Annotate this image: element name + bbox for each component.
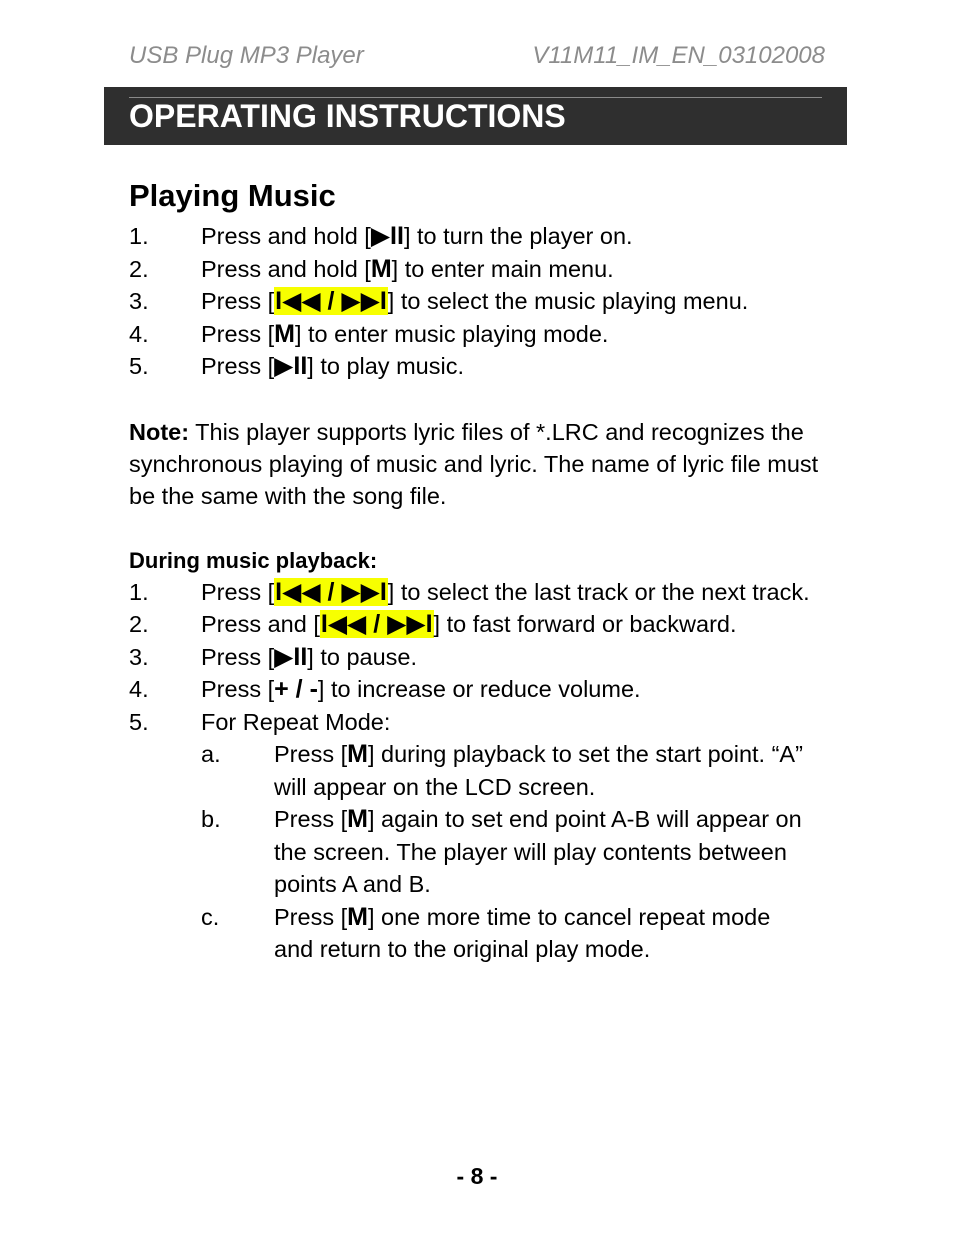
note-paragraph — [129, 416, 829, 512]
repeat-step-c — [129, 901, 829, 934]
menu-key-icon: M — [274, 319, 295, 348]
step-letter: a. — [201, 741, 221, 767]
playback-step-3 — [129, 641, 829, 674]
play-pause-key-icon: ▶II — [274, 352, 308, 380]
repeat-step-b-cont — [129, 836, 829, 869]
step-number: 1. — [129, 578, 149, 605]
step-text: Press [M] during playback to set the start point. “A” — [274, 740, 803, 768]
step-text: Press [+ / -] to increase or reduce volume. — [201, 675, 641, 703]
note-text: This player supports lyric files of *.LRC and recognizes the synchronous playing of music and lyric. The name of lyric file must be the same with the song file. — [129, 418, 819, 509]
page-content — [129, 174, 829, 966]
step-1 — [129, 220, 829, 253]
header-document-code: V11M11_IM_EN_03102008 — [532, 42, 825, 69]
step-text: Press [M] one more time to cancel repeat mode — [274, 902, 771, 931]
playback-heading: During music playback: — [129, 547, 378, 573]
step-number: 5. — [129, 708, 149, 735]
step-text: Press [I◀◀ / ▶▶I] to select the last track or the next track. — [201, 577, 810, 606]
step-number: 2. — [129, 611, 149, 637]
step-letter: b. — [201, 806, 221, 832]
step-text: the screen. The player will play contents between — [274, 838, 787, 865]
step-text: Press and hold [M] to enter main menu. — [201, 254, 614, 283]
step-5 — [129, 350, 829, 383]
step-text: will appear on the LCD screen. — [274, 773, 596, 800]
step-text: and return to the original play mode. — [274, 936, 651, 962]
playback-step-1 — [129, 576, 829, 609]
step-text: Press and hold [▶II] to turn the player on. — [201, 222, 633, 250]
volume-key-icon: + / - — [274, 675, 318, 703]
play-pause-key-icon: ▶II — [370, 222, 404, 250]
playback-step-5 — [129, 706, 829, 739]
section-title: Playing Music — [129, 178, 336, 213]
playback-step-2 — [129, 608, 829, 641]
menu-key-icon: M — [347, 805, 368, 833]
step-number: 4. — [129, 676, 149, 702]
repeat-step-b — [129, 803, 829, 836]
menu-key-icon: M — [347, 740, 368, 768]
step-3 — [129, 285, 829, 318]
step-text: Press [▶II] to play music. — [201, 352, 464, 380]
step-text: points A and B. — [274, 871, 431, 897]
step-number: 3. — [129, 288, 149, 314]
step-letter: c. — [201, 903, 220, 930]
playback-step-4 — [129, 673, 829, 706]
repeat-step-b-cont2 — [129, 868, 829, 901]
page-number: - 8 - — [456, 1163, 498, 1189]
step-4 — [129, 318, 829, 351]
repeat-step-c-cont — [129, 933, 829, 966]
menu-key-icon: M — [347, 902, 368, 931]
menu-key-icon: M — [370, 254, 392, 283]
step-number: 3. — [129, 643, 149, 670]
repeat-step-a-cont — [129, 771, 829, 804]
note-label: Note: — [129, 418, 190, 445]
step-text: Press [M] to enter music playing mode. — [201, 319, 609, 348]
section-banner — [104, 87, 847, 145]
step-2 — [129, 253, 829, 286]
step-number: 4. — [129, 320, 149, 347]
repeat-step-a — [129, 738, 829, 771]
step-text: Press [M] again to set end point A-B will appear on — [274, 805, 802, 833]
prev-next-key-icon: I◀◀ / ▶▶I — [275, 577, 387, 606]
step-number: 1. — [129, 223, 149, 249]
prev-next-key-icon: I◀◀ / ▶▶I — [320, 610, 433, 638]
step-text: Press and [I◀◀ / ▶▶I] to fast forward or backward. — [201, 610, 737, 638]
step-text: Press [▶II] to pause. — [201, 642, 418, 671]
play-pause-key-icon: ▶II — [274, 642, 308, 671]
step-number: 2. — [129, 255, 149, 282]
header-product-name: USB Plug MP3 Player — [129, 42, 364, 69]
banner-title: OPERATING INSTRUCTIONS — [129, 98, 566, 134]
step-text: For Repeat Mode: — [201, 708, 391, 735]
step-text: Press [I◀◀ / ▶▶I] to select the music playing menu. — [201, 287, 749, 315]
step-number: 5. — [129, 353, 149, 379]
prev-next-key-icon: I◀◀ / ▶▶I — [275, 287, 387, 315]
